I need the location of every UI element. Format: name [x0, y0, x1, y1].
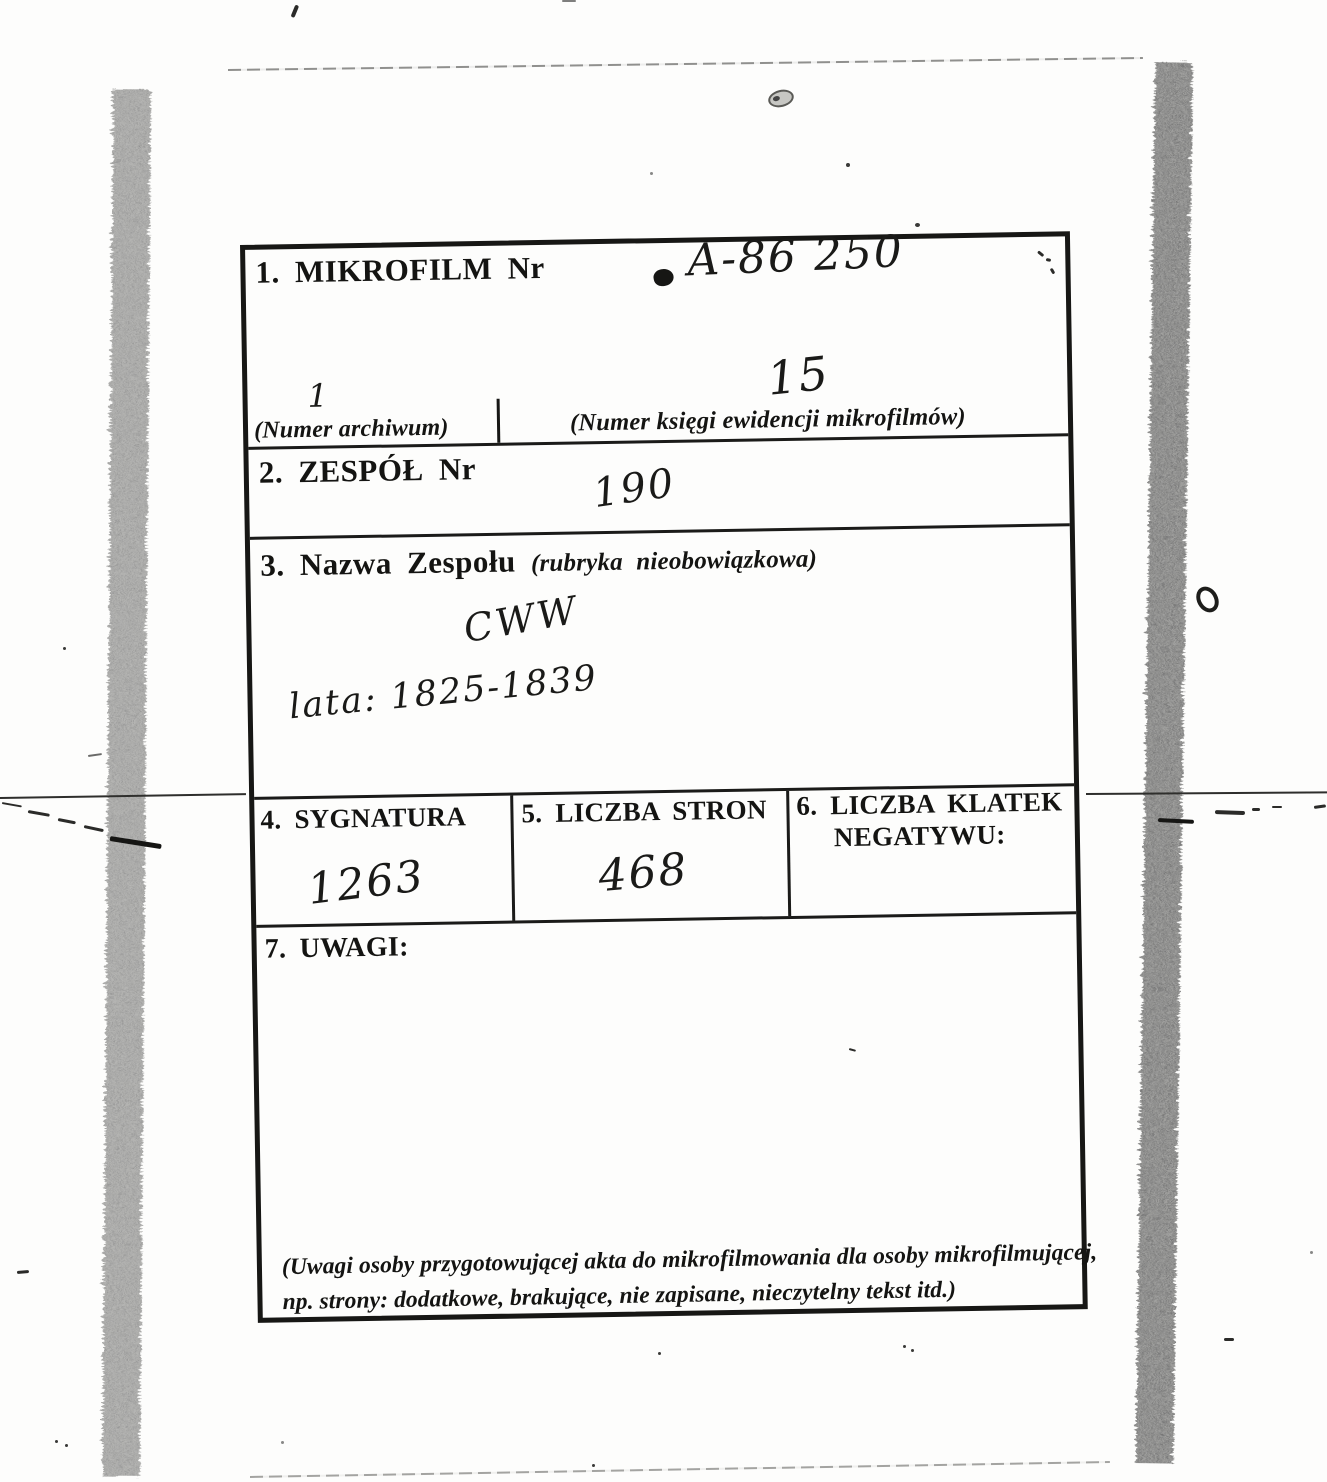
sygnatura-value: 1263 — [305, 851, 428, 915]
nazwa-zespolu-note: (rubryka nieobowiązkowa) — [530, 545, 818, 578]
cell-liczba-klatek — [789, 786, 1076, 916]
field-zespol — [248, 436, 1069, 540]
zespol-number-value: 190 — [590, 460, 679, 517]
numer-archiwum-label: (Numer archiwum) — [253, 414, 449, 444]
liczba-klatek-label: 6. LICZBA KLATEK — [796, 786, 1063, 821]
liczba-klatek-label2: NEGATYWU: — [833, 819, 1006, 853]
numer-ksiegi-label: (Numer księgi ewidencji mikrofilmów) — [569, 402, 966, 437]
uwagi-label: 7. UWAGI: — [264, 931, 409, 965]
smudge-mark — [766, 87, 795, 110]
bottom-scan-line — [250, 1461, 1110, 1478]
field-mikrofilm — [245, 226, 1068, 450]
film-edge-stripe-left — [89, 82, 158, 1478]
mikrofilm-label: 1. MIKROFILM Nr — [255, 249, 545, 290]
cell-liczba-stron — [513, 791, 791, 921]
field-nazwa-zespolu — [250, 526, 1074, 800]
sublabel-divider — [497, 399, 501, 443]
numer-archiwum-value: 1 — [307, 376, 331, 415]
ring-mark — [1192, 583, 1223, 617]
mikrofilm-number-value: A-86 250 — [686, 226, 905, 287]
nazwa-zespolu-value: CWW — [460, 587, 583, 652]
film-edge-stripe-right — [1122, 56, 1200, 1467]
field-uwagi — [256, 914, 1098, 1318]
top-apostrophe-mark — [291, 4, 300, 18]
lata-value: lata: 1825-1839 — [287, 658, 600, 728]
liczba-stron-value: 468 — [596, 843, 691, 903]
ink-blob — [652, 267, 675, 287]
liczba-stron-label: 5. LICZBA STRON — [521, 794, 768, 829]
top-scan-line — [228, 57, 1143, 71]
cell-sygnatura — [254, 796, 515, 925]
footnote-line1: (Uwagi osoby przygotowującej akta do mikrofilmowania dla osoby mikrofilmującej, — [281, 1239, 1098, 1281]
footnote-line2: np. strony: dodatkowe, brakujące, nie zapisane, nieczytelny tekst itd.) — [282, 1277, 957, 1316]
microfilm-form — [240, 226, 1098, 1323]
nazwa-zespolu-label: 3. Nazwa Zespołu — [260, 543, 516, 583]
fold-line-right — [1086, 791, 1327, 795]
sygnatura-label: 4. SYGNATURA — [260, 801, 467, 835]
field-row-sygnatura — [254, 786, 1076, 928]
numer-ksiegi-value: 15 — [764, 345, 833, 406]
footnote — [282, 1235, 1099, 1320]
zespol-label: 2. ZESPÓŁ Nr — [258, 451, 477, 490]
